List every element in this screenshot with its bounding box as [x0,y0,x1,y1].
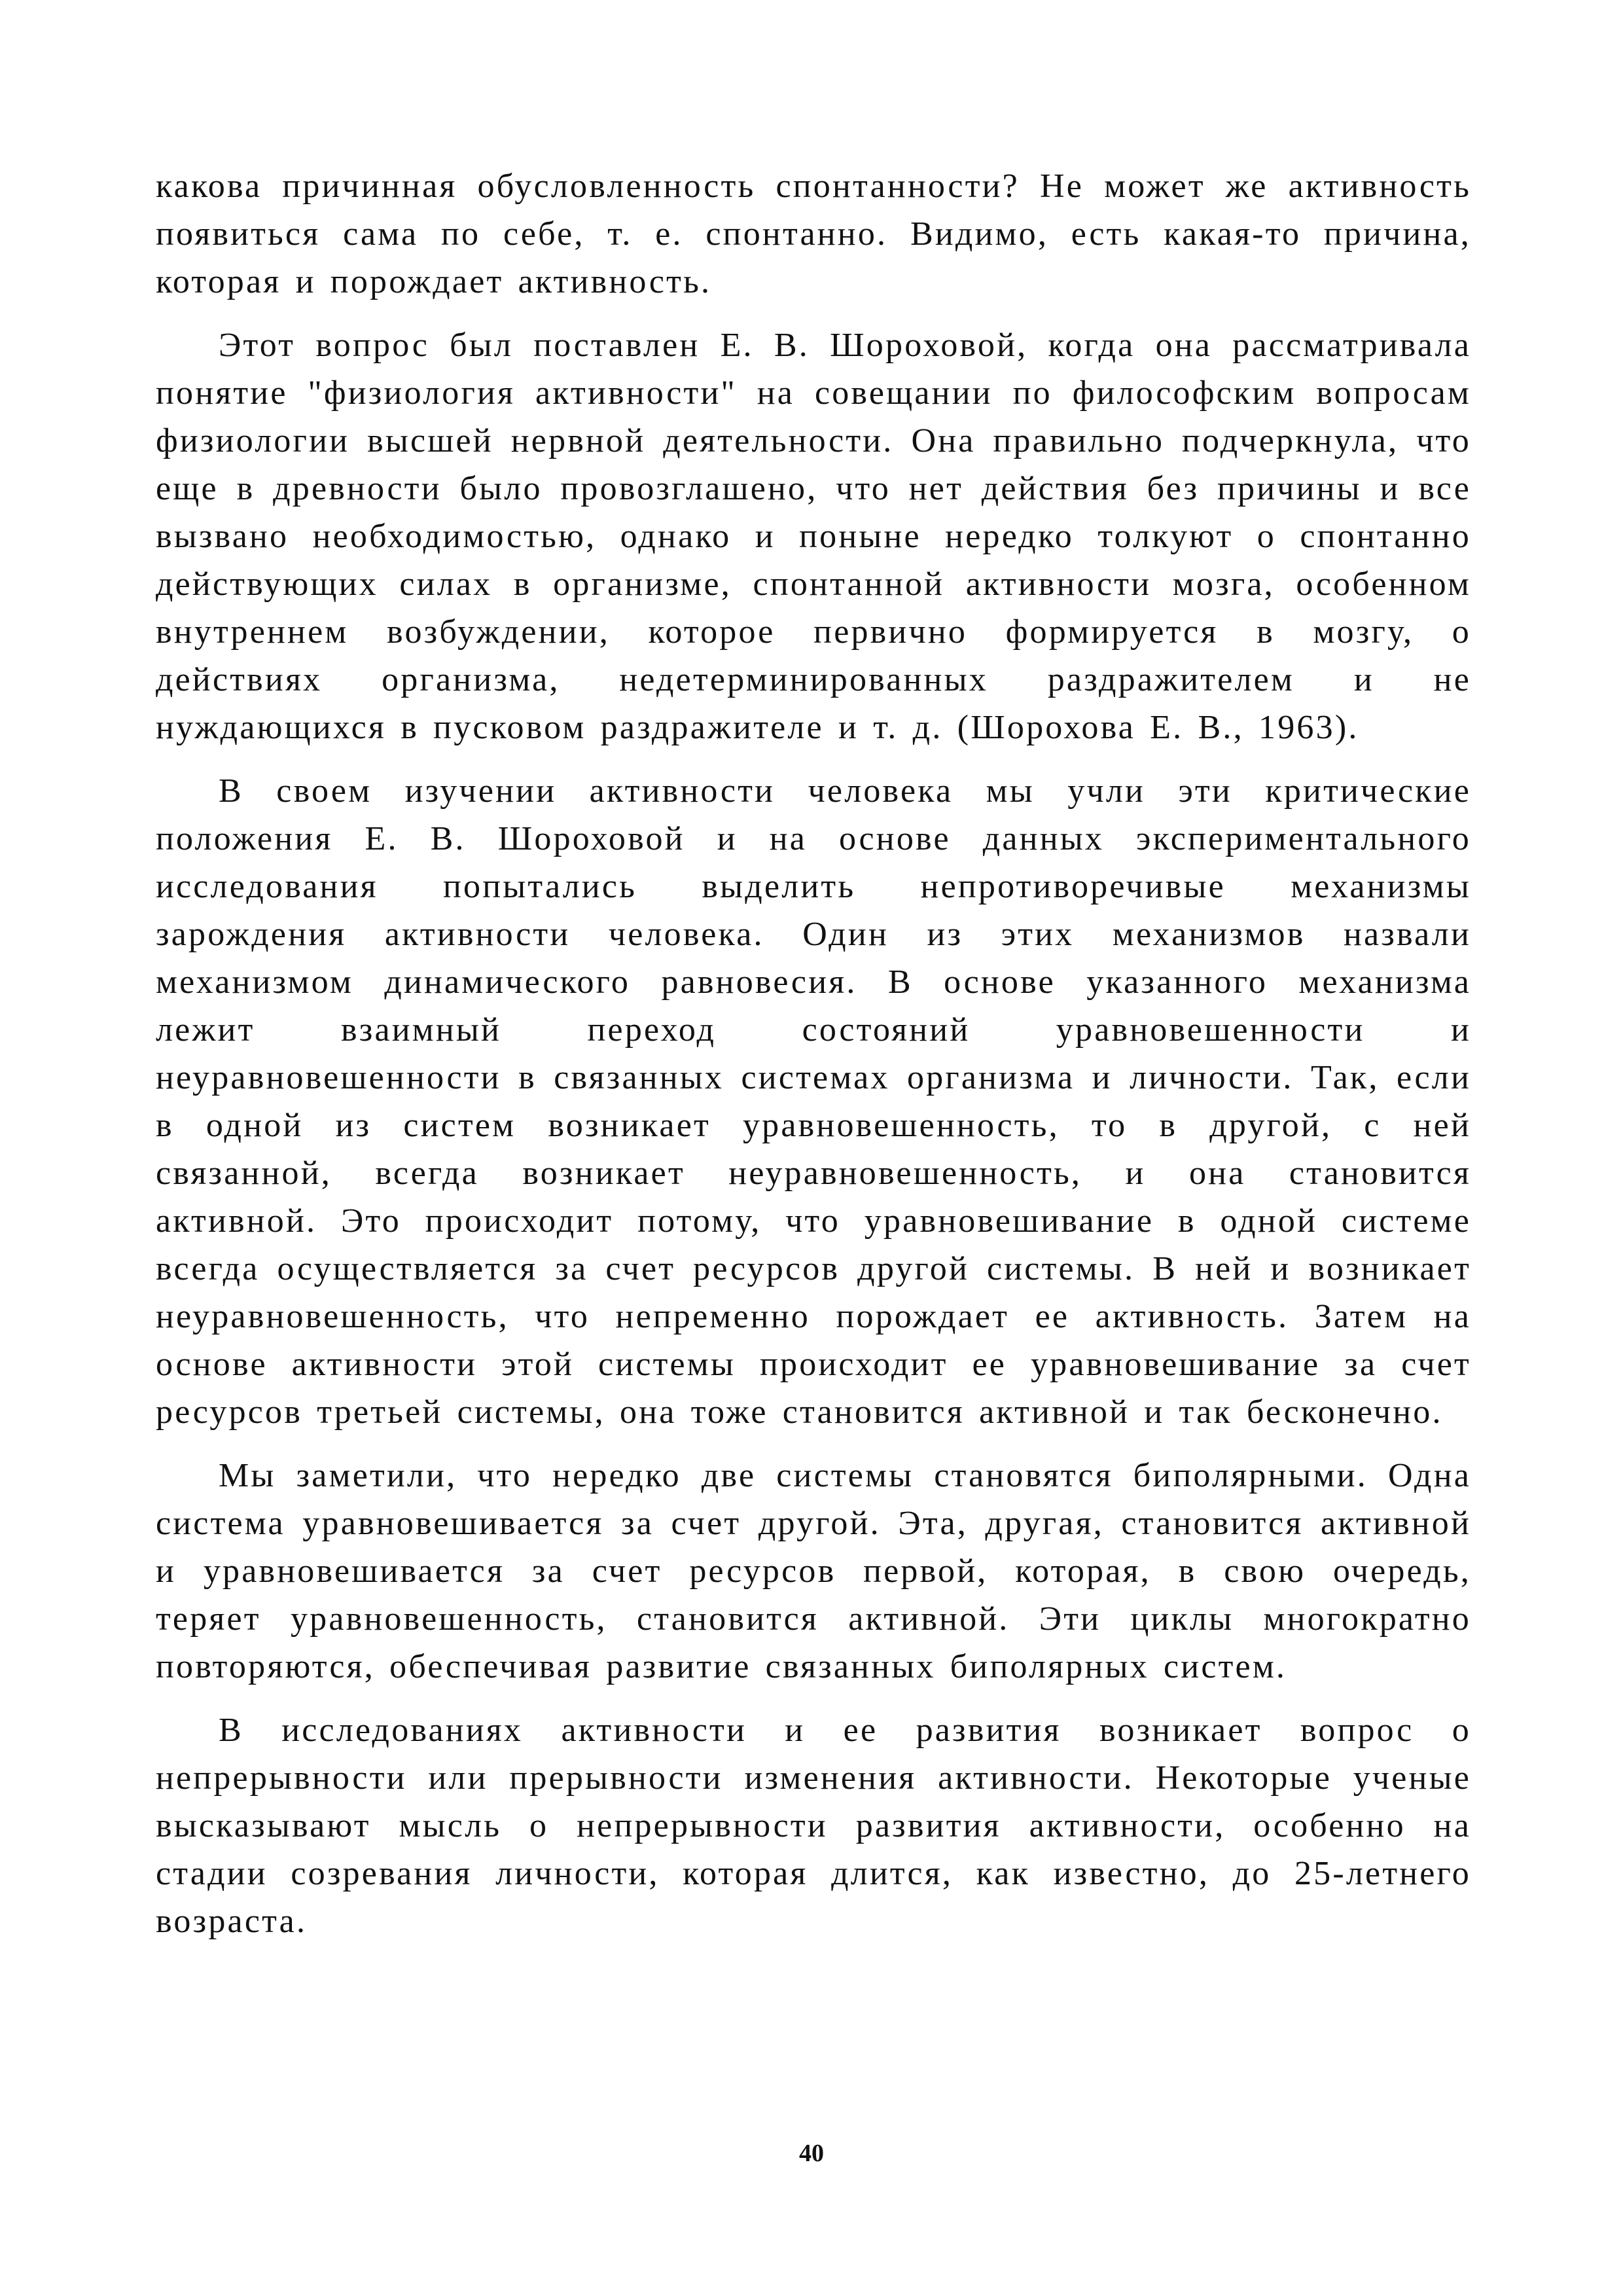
paragraph-4: Мы заметили, что нередко две системы становятся биполярными. Одна система уравновешивается за счет другой. Эта, другая, становится активной и уравновешивается за счет ресурсов первой, которая, в свою очередь, теряет уравновешенность, становится активной. Эти циклы многократно повторяются, обеспечивая развитие связанных биполярных систем. [156,1457,1471,1685]
page-number: 40 [799,2140,824,2167]
paragraph-5: В исследованиях активности и ее развития возникает вопрос о непрерывности или прерывности изменения активности. Некоторые ученые высказывают мысль о непрерывности развития активности, особенно на стадии созревания личности, которая длится, как известно, до 25-летнего возраста. [156,1712,1471,1940]
paragraph-1: какова причинная обусловленность спонтанности? Не может же активность появиться сама по себе, т. е. спонтанно. Видимо, есть какая-то причина, которая и порождает активность. [156,168,1471,300]
body-text [156,162,1471,1961]
paragraph-3: В своем изучении активности человека мы учли эти критические положения Е. В. Шороховой и на основе данных экспериментального исследования попытались выделить непротиворечивые механизмы зарождения активности человека. Один из этих механизмов назвали механизмом динамического равновесия. В основе указанного механизма лежит взаимный переход состояний уравновешенности и неуравновешенности в связанных системах организма и личности. Так, если в одной из систем возникает уравновешенность, то в другой, с ней связанной, всегда возникает неуравновешенность, и она становится активной. Это происходит потому, что уравновешивание в одной системе всегда осуществляется за счет ресурсов другой системы. В ней и возникает неуравновешенность, что непременно порождает ее активность. Затем на основе активности этой системы происходит ее уравновешивание за счет ресурсов третьей системы, она тоже становится активной и так бесконечно. [156,772,1471,1431]
paragraph-2: Этот вопрос был поставлен Е. В. Шороховой, когда она рассматривала понятие "физиология активности" на совещании по философским вопросам физиологии высшей нервной деятельности. Она правильно подчеркнула, что еще в древности было провозглашено, что нет действия без причины и все вызвано необходимостью, однако и поныне нередко толкуют о спонтанно действующих силах в организме, спонтанной активности мозга, особенном внутреннем возбуждении, которое первично формируется в мозгу, о действиях организма, недетерминированных раздражителем и не нуждающихся в пусковом раздражителе и т. д. (Шорохова Е. В., 1963). [156,327,1471,746]
